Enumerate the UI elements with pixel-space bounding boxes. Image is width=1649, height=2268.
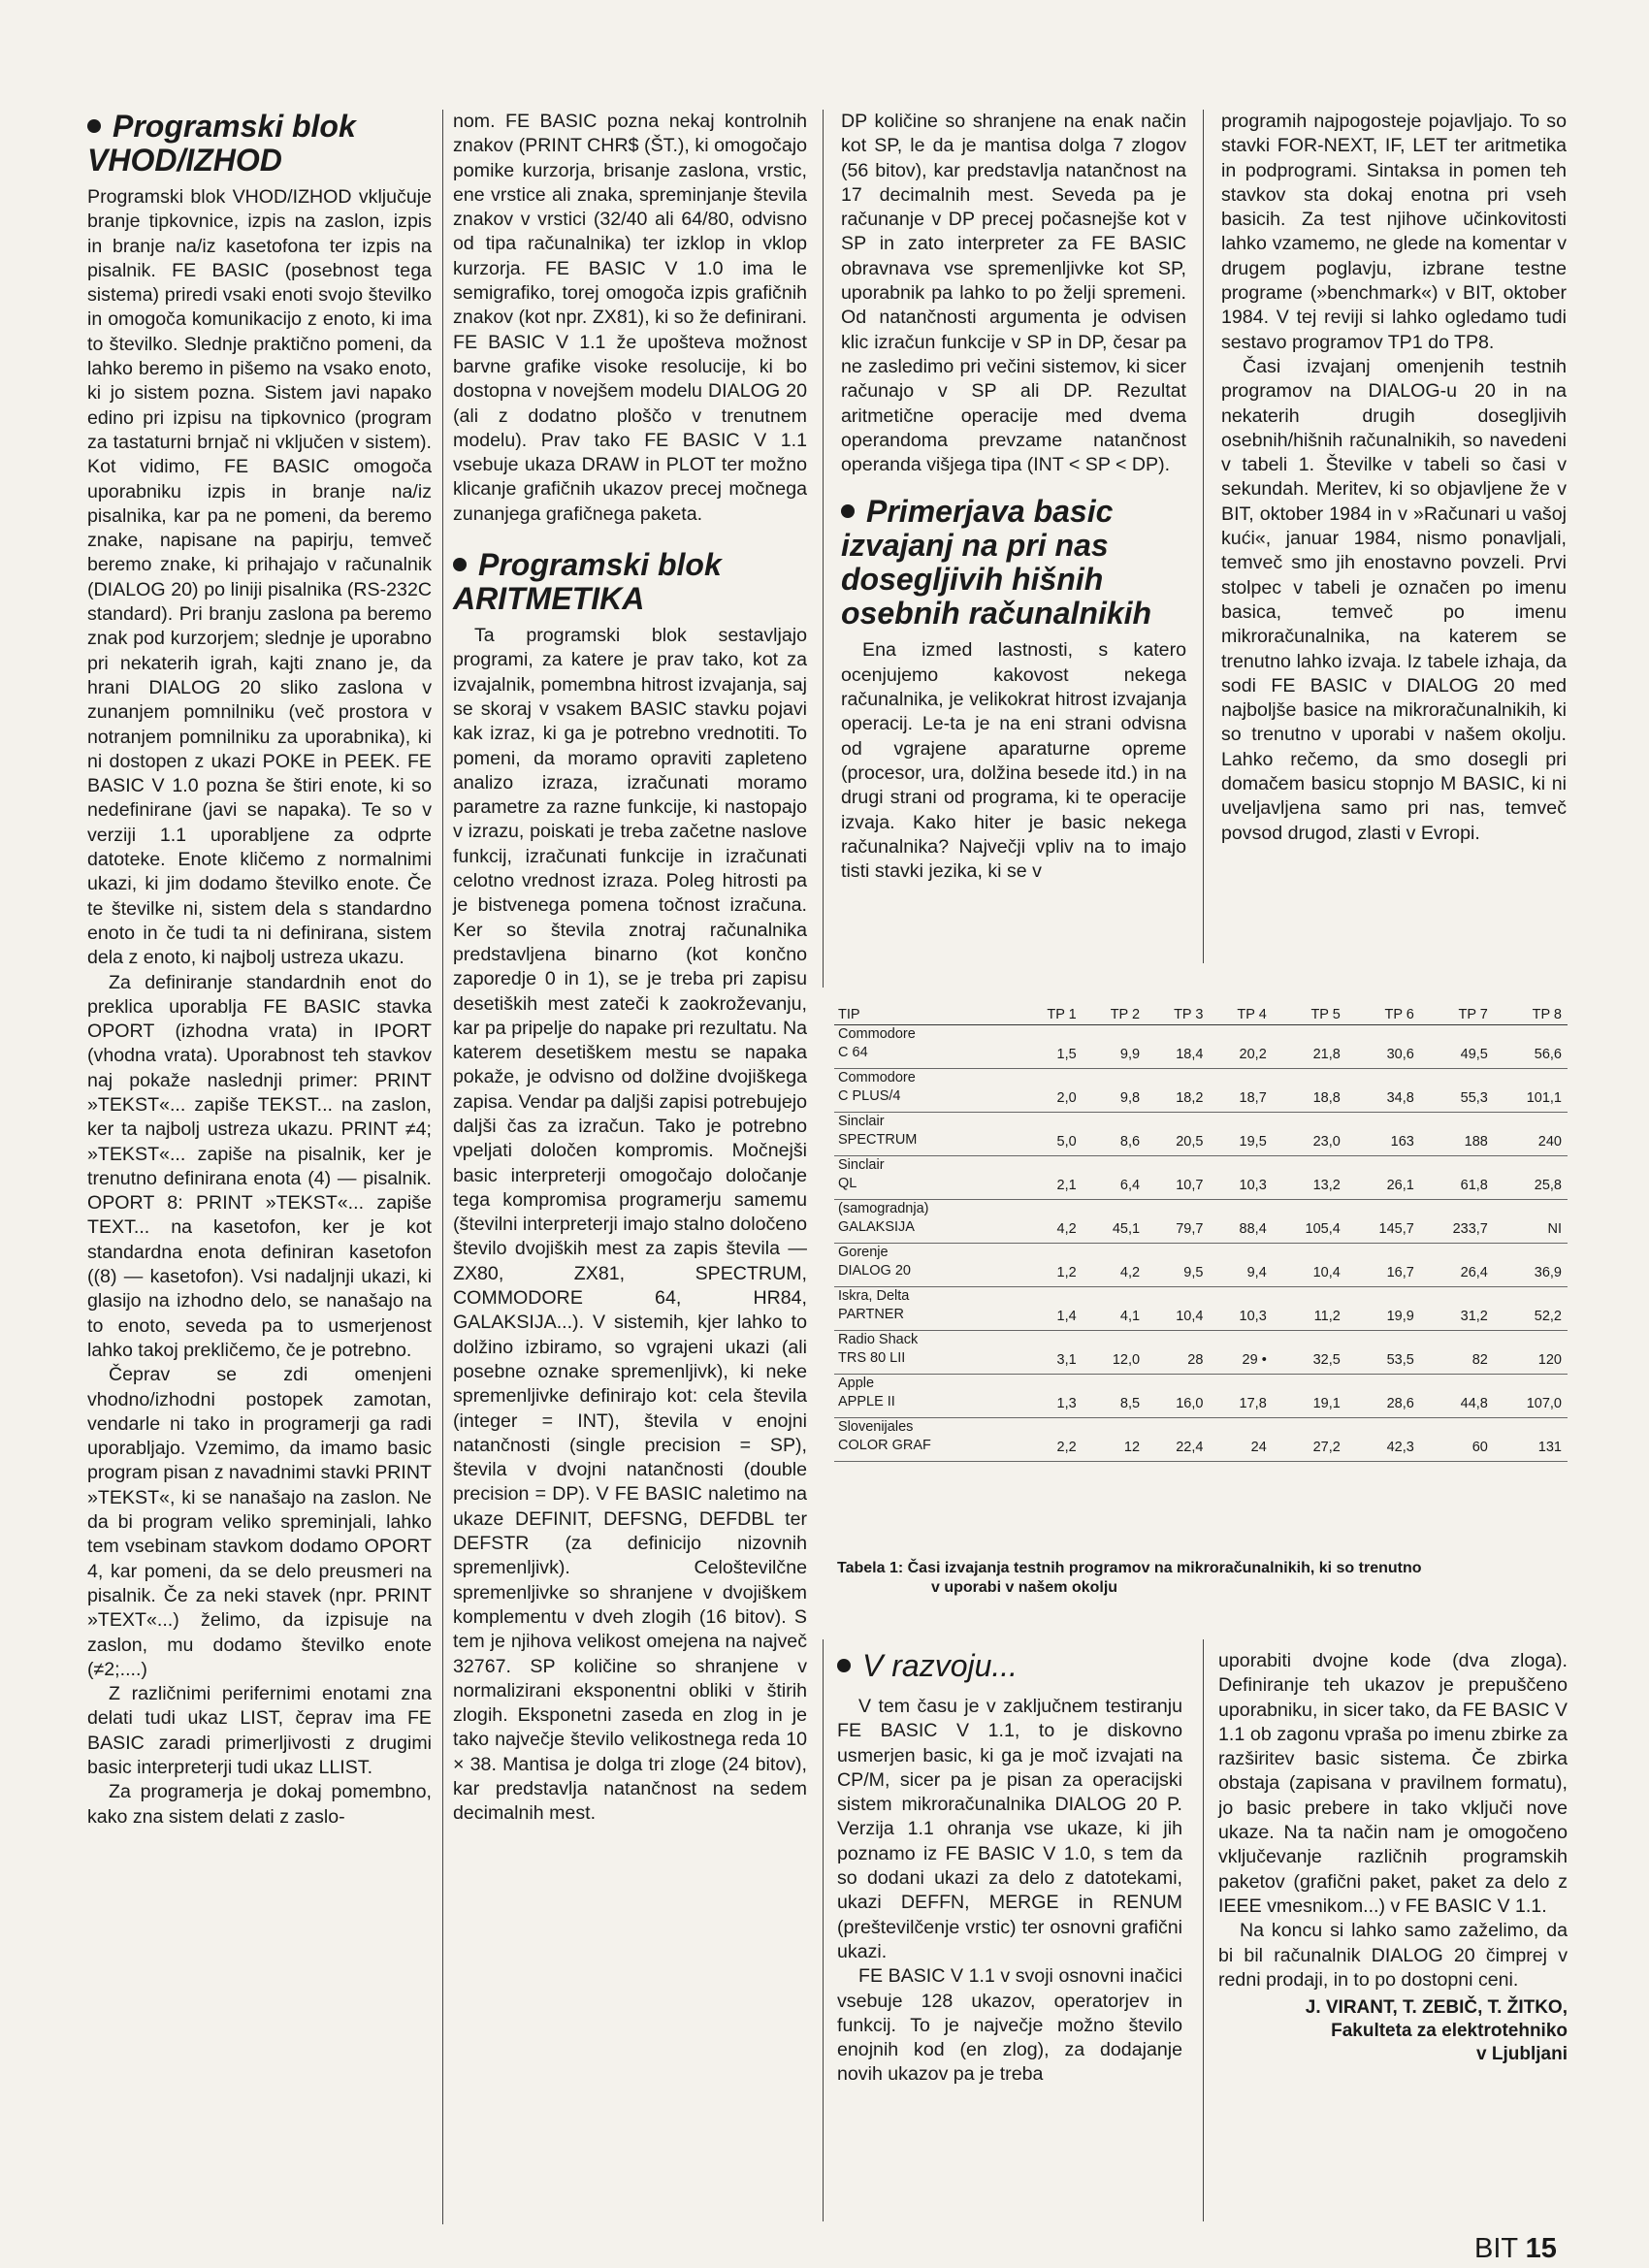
table-cell: 45,1 (1083, 1200, 1146, 1244)
table-cell: 36,9 (1494, 1244, 1568, 1287)
table-cell: 131 (1494, 1418, 1568, 1462)
row-name-line-1: Radio Shack (838, 1332, 919, 1347)
table-row (834, 1418, 1568, 1462)
paragraph: Čeprav se zdi omenjeni vhodno/izhodni postopek zamotan, vendarle ni tako in programerji ga radi uporabljajo. Vzemimo, da imamo basic program pisan z navadnimi stavki PRINT »TEKST«, ki se nanašajo na zaslon. Ne da bi program veliko spreminjali, lahko tem vsebinam stavkom dodamo OPORT 4, kar pomeni, da se delo preusmeri na pisalnik. Če za neki stavek (npr. PRINT »TEXT«...) želimo, da izpisuje na zaslon, mu dodamo številko enote (≠2;....) (87, 1364, 432, 1680)
table-cell: 55,3 (1420, 1069, 1494, 1113)
table-header-cell: TP 6 (1346, 1005, 1420, 1025)
row-name-line-2: C PLUS/4 (838, 1088, 901, 1104)
table-cell: 49,5 (1420, 1025, 1494, 1069)
column-1 (87, 110, 432, 1830)
signature-city: v Ljubljani (1476, 2044, 1568, 2065)
table-row (834, 1156, 1568, 1200)
table-cell: 2,1 (1018, 1156, 1082, 1200)
row-name-line-1: Gorenje (838, 1245, 889, 1260)
table-cell: 2,2 (1018, 1418, 1082, 1462)
bullet-icon (87, 119, 101, 133)
paragraph: programih najpogosteje pojavljajo. To so stavki FOR-NEXT, IF, LET ter aritmetika in podprogrami. Sintaksa in pomen teh stavkov sta dokaj enotna pri vseh basicih. Za test njihove učinkovitosti lahko vzamemo, ne glede na komentar v drugem poglavju, izbrane testne programe (»benchmark«) v BIT, oktober 1984. V tej reviji si lahko ogledamo tudi sestavo programov TP1 do TP8. (1221, 111, 1567, 353)
table-header-cell: TP 8 (1494, 1005, 1568, 1025)
paragraph: nom. FE BASIC pozna nekaj kontrolnih znakov (PRINT CHR$ (ŠT.), ki omogočajo pomike kurzorja, brisanje zaslona, vrstic, ene vrstice ali znaka, spreminjanje števila znakov v vrstici (32/40 ali 64/80, odvisno od tipa računalnika) ter izklop in vklop kurzorja. FE BASIC V 1.0 ima le semigrafiko, torej omogoča izpis grafičnih znakov (kot npr. ZX81), ki so že definirani. FE BASIC V 1.1 že upošteva možnost barvne grafike visoke resolucije, ki bo dostopna v novejšem modelu DIALOG 20 (ali z dodatno ploščo v trenutnem modelu). Prav tako FE BASIC V 1.1 vsebuje ukaza DRAW in PLOT ter možno klicanje grafičnih ukazov precej močnega zunanjega grafičnega paketa. (453, 111, 807, 525)
table-cell: 4,2 (1018, 1200, 1082, 1244)
table-cell: 79,7 (1146, 1200, 1209, 1244)
row-name-line-1: Commodore (838, 1070, 916, 1085)
table-cell: 1,3 (1018, 1375, 1082, 1418)
table-cell: 56,6 (1494, 1025, 1568, 1069)
row-name-line-2: QL (838, 1176, 857, 1191)
row-name-line-2: SPECTRUM (838, 1132, 918, 1148)
table-row (834, 1200, 1568, 1244)
table-cell: 4,1 (1083, 1287, 1146, 1331)
paragraph: DP količine so shranjene na enak način kot SP, le da je mantisa dolga 7 zlogov (56 bitov), kar predstavlja natančnost na 17 decimalnih mest. Seveda pa je računanje v DP precej počasnejše kot v SP in zato interpreter za FE BASIC obravnava vse spremenljivke kot SP, uporabnik pa lahko to po želji spremeni. Od natančnosti argumenta je odvisen klic izračun funkcije v SP in DP, česar pa ne zasledimo pri večini sistemov, ki sicer računajo v SP ali DP. Rezultat aritmetične operacije med dvema operandoma prevzame natančnost operanda višjega tipa (INT < SP < DP). (841, 111, 1186, 476)
table-cell: 32,5 (1273, 1331, 1346, 1375)
paragraph: Časi izvajanj omenjenih testnih programov na DIALOG-u 20 in na nekaterih drugih dosegljivih osebnih/hišnih računalnikih, so navedeni v tabeli 1. Številke v tabeli so časi v sekundah. Meritev, ki so objavljene že v BIT, oktober 1984 in v »Računari u vašoj kući«, januar 1984, nismo ponavljali, temveč smo jih enostavno povzeli. Prvi stolpec v tabeli je označen po imenu basica, temveč po imenu mikroračunalnika, na katerem se trenutno lahko izvaja. Iz tabele izhaja, da sodi FE BASIC v DIALOG 20 med najboljše basice na mikroračunalnikih, ki so trenutno v uporabi v našem okolju. Lahko rečemo, da smo dosegli pri domačem basicu stopnjo M BASIC, ki ni uveljavljena samo pri nas, temveč povsod drugod, zlasti v Evropi. (1221, 355, 1567, 844)
table-row-name (834, 1025, 1018, 1069)
table-cell: 18,7 (1209, 1069, 1272, 1113)
row-name-line-2: APPLE II (838, 1394, 895, 1409)
paragraph: Na koncu si lahko samo zaželimo, da bi bil računalnik DIALOG 20 čimprej v redni prodaji, in to po dostopni ceni. (1218, 1920, 1568, 1991)
table-cell: 163 (1346, 1113, 1420, 1156)
page-footer (1474, 2233, 1557, 2265)
column-4 (1221, 110, 1567, 846)
table-cell: 12,0 (1083, 1331, 1146, 1375)
table-row (834, 1287, 1568, 1331)
table-row-name (834, 1156, 1018, 1200)
table-row-name (834, 1375, 1018, 1418)
table-cell: 9,8 (1083, 1069, 1146, 1113)
table-cell: 10,3 (1209, 1156, 1272, 1200)
column-6 (1218, 1649, 1568, 2066)
table-cell: 188 (1420, 1113, 1494, 1156)
table-cell: 9,5 (1146, 1244, 1209, 1287)
table-cell: 19,5 (1209, 1113, 1272, 1156)
table-cell: 19,1 (1273, 1375, 1346, 1418)
table-cell: 20,2 (1209, 1025, 1272, 1069)
table-header-cell: TP 5 (1273, 1005, 1346, 1025)
table-cell: 52,2 (1494, 1287, 1568, 1331)
table-header-cell: TP 4 (1209, 1005, 1272, 1025)
row-name-line-2: C 64 (838, 1045, 868, 1060)
paragraph: Ena izmed lastnosti, s katero ocenjujemo kakovost nekega računalnika, je velikokrat hitrost izvajanja operacij. Le-ta je na eni strani odvisna od vgrajene aparaturne opreme (procesor, ura, dolžina besede itd.) in na drugi strani od programa, ki te operacije izvaja. Kako hiter je basic nekega računalnika? Največji vpliv na to imajo tisti stavki jezika, ki se v (841, 639, 1186, 883)
table-cell: 8,6 (1083, 1113, 1146, 1156)
table-cell: 9,4 (1209, 1244, 1272, 1287)
table-cell: 10,4 (1273, 1244, 1346, 1287)
table-cell: 105,4 (1273, 1200, 1346, 1244)
paragraph: Programski blok VHOD/IZHOD vključuje branje tipkovnice, izpis na zaslon, izpis in branje na/iz kasetofona ter izpis na pisalnik. FE BASIC (posebnost tega sistema) priredi vsaki enoti svojo številko in omogoča komunikacijo z enoto, ki ima to številko. Slednje praktično pomeni, da lahko beremo in pišemo na vsako enoto, ki jo sistem pozna. Sistem javi napako edino pri izpisu na tipkovnico (program za tastaturni brnjač ni vključen v sistem). Kot vidimo, FE BASIC omogoča uporabniku izpis in branje na/iz pisalnika, kar pa ne pomeni, da beremo znake, napisane na papirju, temveč beremo znake, ki prihajajo v računalnik (DIALOG 20) po liniji pisalnika (RS-232C standard). Pri branju zaslona pa beremo znak pod kurzorjem; slednje je uporabno pri nekaterih igrah, kajti znano je, da hrani DIALOG 20 sliko zaslona v zunanjem pomnilniku (več prostora v notranjem pomnilniku za uporabnika), ki ni dostopen z ukazi POKE in PEEK. FE BASIC V 1.0 pozna še štiri enote, ki so nedefinirane (javi se napaka). Te so v verziji 1.1 uporabljene za odprte datoteke. Enote kličemo z normalnimi ukazi, ki jim dodamo številko enote. Če te številke ni, sistem dela s standardno enoto in če tudi ta ni definirana, sistem dela z enoto, ki najbolj ustreza ukazu. (87, 186, 432, 969)
table-cell: 13,2 (1273, 1156, 1346, 1200)
table-row (834, 1375, 1568, 1418)
row-name-line-1: Commodore (838, 1026, 916, 1042)
table-cell: 29 • (1209, 1331, 1272, 1375)
table-cell: 28 (1146, 1331, 1209, 1375)
table-body (834, 1025, 1568, 1462)
table-header-cell: TP 7 (1420, 1005, 1494, 1025)
table-cell: 53,5 (1346, 1331, 1420, 1375)
table-cell: 9,9 (1083, 1025, 1146, 1069)
table-cell: 22,4 (1146, 1418, 1209, 1462)
table-cell: 31,2 (1420, 1287, 1494, 1331)
column-rule-3 (1203, 110, 1204, 963)
table-cell: 88,4 (1209, 1200, 1272, 1244)
table-row-name (834, 1069, 1018, 1113)
table-cell: 233,7 (1420, 1200, 1494, 1244)
paragraph: Z različnimi perifernimi enotami zna delati tudi ukaz LIST, čeprav ima FE BASIC zaradi primerljivosti z drugimi basic interpreterji tudi ukaz LLIST. (87, 1683, 432, 1778)
table-cell: 20,5 (1146, 1113, 1209, 1156)
table-row-name (834, 1244, 1018, 1287)
table-cell: 18,8 (1273, 1069, 1346, 1113)
column-5 (837, 1649, 1182, 2088)
row-name-line-1: (samogradnja) (838, 1201, 929, 1216)
row-name-line-1: Slovenijales (838, 1419, 914, 1435)
bullet-icon (837, 1659, 851, 1672)
row-name-line-1: Sinclair (838, 1157, 885, 1173)
table-row (834, 1331, 1568, 1375)
table-cell: 42,3 (1346, 1418, 1420, 1462)
table-cell: 26,1 (1346, 1156, 1420, 1200)
table-cell: 107,0 (1494, 1375, 1568, 1418)
table-header-cell: TP 2 (1083, 1005, 1146, 1025)
table-cell: 60 (1420, 1418, 1494, 1462)
table-cell: 25,8 (1494, 1156, 1568, 1200)
table-row-name (834, 1418, 1018, 1462)
table-cell: 17,8 (1209, 1375, 1272, 1418)
table-cell: 101,1 (1494, 1069, 1568, 1113)
table-header-cell: TP 3 (1146, 1005, 1209, 1025)
column-2 (453, 110, 807, 1827)
column-rule-1 (442, 110, 443, 2224)
table-cell: 23,0 (1273, 1113, 1346, 1156)
table-row-name (834, 1200, 1018, 1244)
table-row (834, 1069, 1568, 1113)
table-cell: 44,8 (1420, 1375, 1494, 1418)
table-cell: 26,4 (1420, 1244, 1494, 1287)
table-cell: 5,0 (1018, 1113, 1082, 1156)
table-row (834, 1244, 1568, 1287)
paragraph: V tem času je v zaključnem testiranju FE BASIC V 1.1, to je diskovno usmerjen basic, ki ga je moč izvajati na CP/M, sicer pa je pisan za operacijski sistem mikroračunalnika DIALOG 20 P. Verzija 1.1 ohranja vse ukaze, ki jih poznamo iz FE BASIC V 1.0, s tem da so dodani ukazi za delo z datotekami, ukazi DEFFN, MERGE in RENUM (preštevilčenje vrstic) ter osnovni grafični ukazi. (837, 1696, 1182, 1962)
paragraph: Za definiranje standardnih enot do preklica uporablja FE BASIC stavka OPORT (izhodna vrata) in IPORT (vhodna vrata). Uporabnost teh stavkov naj pokaže naslednji primer: PRINT »TEKST«... zapiše TEKST... na zaslon, ker ta najbolj ustreza ukazu. PRINT ≠4; »TEKST«... zapiše na pisalnik, ker je trenutno definirana enota (4) — pisalnik. OPORT 8: PRINT »TEKST«... zapiše TEXT... na kasetofon, ker je kot standardna enota definiran kasetofon ((8) — kasetofon). Vsi nadaljnji ukazi, ki glasijo na izhodno delo, se nanašajo na to enoto, seveda pa to usmerjenost lahko takoj prekličemo, če je potrebno. (87, 971, 432, 1361)
row-name-line-2: GALAKSIJA (838, 1219, 915, 1235)
table-cell: 2,0 (1018, 1069, 1082, 1113)
row-name-line-2: TRS 80 LII (838, 1350, 906, 1366)
table-cell: 240 (1494, 1113, 1568, 1156)
signature-authors: J. VIRANT, T. ZEBIČ, T. ŽITKO, (1305, 1997, 1568, 2019)
table-cell: 18,4 (1146, 1025, 1209, 1069)
caption-line-1: Tabela 1: Časi izvajanja testnih programov na mikroračunalnikih, ki so trenutno (837, 1560, 1422, 1576)
table-row (834, 1025, 1568, 1069)
author-signature (1218, 1996, 1568, 2066)
table-header-row (834, 1005, 1568, 1025)
column-3 (841, 110, 1186, 884)
section-heading-aritmetika: Programski blok ARITMETIKA (453, 547, 722, 617)
table-row-name (834, 1287, 1018, 1331)
table-cell: NI (1494, 1200, 1568, 1244)
table-cell: 30,6 (1346, 1025, 1420, 1069)
paragraph: uporabiti dvojne kode (dva zloga). Definiranje teh ukazov je prepuščeno uporabniku, in sicer tako, da FE BASIC V 1.1 ob zagonu vpraša po imenu zbirke za razširitev basic sistema. Če zbirka obstaja (zapisana v pravilnem formatu), jo basic prebere in tako vključi nove ukaze. Na ta način nam je omogočeno vključevanje različnih programskih paketov (grafični paket, paket za delo z IEEE vmesnikom...) v FE BASIC V 1.1. (1218, 1650, 1568, 1917)
table-cell: 61,8 (1420, 1156, 1494, 1200)
magazine-name: BIT (1474, 2233, 1518, 2264)
row-name-line-1: Sinclair (838, 1114, 885, 1129)
table-cell: 34,8 (1346, 1069, 1420, 1113)
paragraph: Za programerja je dokaj pomembno, kako zna sistem delati z zaslo- (87, 1781, 432, 1828)
section-heading-vhod-izhod: Programski blok VHOD/IZHOD (87, 109, 356, 178)
table-cell: 1,5 (1018, 1025, 1082, 1069)
caption-line-2: v uporabi v našem okolju (931, 1579, 1118, 1596)
signature-faculty: Fakulteta za elektrotehniko (1331, 2021, 1568, 2042)
table-cell: 28,6 (1346, 1375, 1420, 1418)
table-row-name (834, 1331, 1018, 1375)
table-cell: 145,7 (1346, 1200, 1420, 1244)
paragraph: FE BASIC V 1.1 v svoji osnovni inačici vsebuje 128 ukazov, operatorjev in funkcij. To je največje možno število enojnih kod (en zlog), za dodajanje novih ukazov pa je treba (837, 1965, 1182, 2086)
benchmark-table (834, 1005, 1568, 1462)
table-cell: 3,1 (1018, 1331, 1082, 1375)
table-cell: 10,4 (1146, 1287, 1209, 1331)
column-rule-4 (823, 1639, 824, 2221)
row-name-line-2: COLOR GRAF (838, 1438, 931, 1453)
section-heading-primerjava: Primerjava basic izvajanj na pri nas dosegljivih hišnih osebnih računalnikih (841, 494, 1152, 632)
table-cell: 1,4 (1018, 1287, 1082, 1331)
row-name-line-1: Iskra, Delta (838, 1288, 910, 1304)
table-cell: 4,2 (1083, 1244, 1146, 1287)
row-name-line-2: PARTNER (838, 1307, 904, 1322)
table-cell: 21,8 (1273, 1025, 1346, 1069)
table-cell: 6,4 (1083, 1156, 1146, 1200)
table-cell: 16,7 (1346, 1244, 1420, 1287)
table-cell: 11,2 (1273, 1287, 1346, 1331)
table-cell: 120 (1494, 1331, 1568, 1375)
bullet-icon (841, 504, 855, 518)
table-header-cell: TP 1 (1018, 1005, 1082, 1025)
table-cell: 24 (1209, 1418, 1272, 1462)
column-rule-2 (823, 110, 824, 988)
table-cell: 12 (1083, 1418, 1146, 1462)
table-row-name (834, 1113, 1018, 1156)
column-rule-5 (1203, 1639, 1204, 2221)
table-cell: 10,7 (1146, 1156, 1209, 1200)
table-cell: 18,2 (1146, 1069, 1209, 1113)
section-heading-v-razvoju: V razvoju... (837, 1649, 1182, 1683)
table-cell: 82 (1420, 1331, 1494, 1375)
paragraph: Ta programski blok sestavljajo programi, za katere je prav tako, kot za izvajalnik, pomembna hitrost izvajanja, saj se skoraj v vsakem BASIC stavku pojavi kak izraz, ki ga je potrebno vrednotiti. To pomeni, da moramo opraviti zapleteno analizo izraza, izračunati moramo parametre za razne funkcije, ki nastopajo v izrazu, poiskati je treba začetne naslove funkcij, izračunati funkcije in izračunati celotno vrednost izraza. Poleg hitrosti pa je bistvenega pomena točnost izračuna. Ker so števila znotraj računalnika predstavljena binarno (kot končno zaporedje 0 in 1), se je treba pri zapisu desetiških mest zateči k zaokroževanju, kar pa pripelje do napake pri rezultatu. Na katerem desetiškem mestu se napaka pokaže, je odvisno od dolžine dvojiškega zapisa. Vendar pa daljši zapisi potrebujejo daljši čas za izračun. Tako je potrebno vpeljati določen kompromis. Močnejši basic interpreterji omogočajo določanje tega kompromisa programerju samemu (številni interpreterji imajo stalno določeno število dvojiških mest za zapis števila — ZX80, ZX81, SPECTRUM, COMMODORE 64, HR84, GALAKSIJA...). V sistemih, kjer lahko to dolžino izbiramo, so vgrajeni ukazi (ali posebne oznake spremenljivk), ki neke spremenljivke definirajo kot: cela števila (integer = INT), števila v enojni natančnosti (single precision = SP), števila v dvojni natančnosti (double precision = DP). V FE BASIC naletimo na ukaze DEFINIT, DEFSNG, DEFDBL ter DEFSTR (za definicijo nizovnih spremenljivk). Celoštevilčne spremenljivke so shranjene v dvojiškem komplementu v dveh zlogih (16 bitov). S tem je njihova velikost omejena na največ 32767. SP količine so shranjene v normalizirani eksponentni obliki v štirih zlogih. Eksponetni zaseda en zlog in je tako največje število velikostnega reda 10 × 38. Mantisa je dolga tri zloge (24 bitov), kar predstavlja natančnost na sedem decimalnih mest. (453, 625, 807, 1825)
table-cell: 10,3 (1209, 1287, 1272, 1331)
row-name-line-1: Apple (838, 1376, 875, 1391)
table-cell: 19,9 (1346, 1287, 1420, 1331)
table-cell: 16,0 (1146, 1375, 1209, 1418)
table-caption (837, 1559, 1574, 1598)
bullet-icon (453, 558, 467, 571)
row-name-line-2: DIALOG 20 (838, 1263, 911, 1279)
table-cell: 27,2 (1273, 1418, 1346, 1462)
page-number: 15 (1525, 2233, 1557, 2264)
table-row (834, 1113, 1568, 1156)
table-cell: 8,5 (1083, 1375, 1146, 1418)
table-header-cell: TIP (834, 1005, 1018, 1025)
table-cell: 1,2 (1018, 1244, 1082, 1287)
